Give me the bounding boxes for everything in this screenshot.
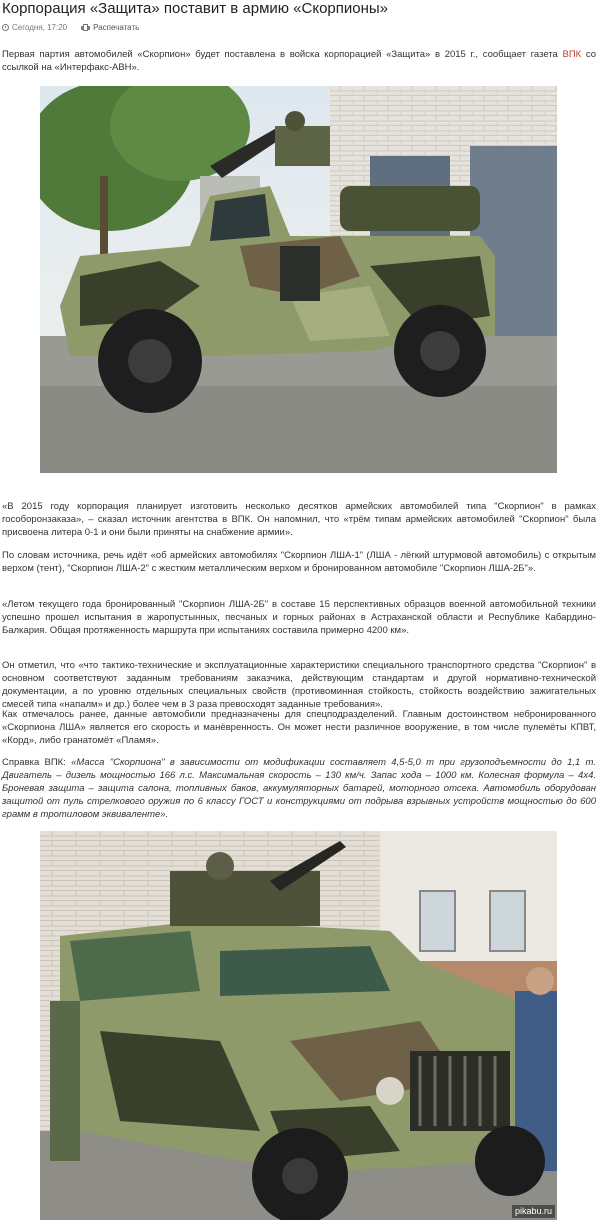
reference-prefix: Справка ВПК: — [2, 757, 72, 768]
clock-icon — [2, 24, 9, 31]
paragraph-4: Он отметил, что «что тактико-технические и эксплуатационные характеристики специального транспортного средства "Скорпион" в основном соответствуют заданным требованиям заказчика, действующим стандартам и другой нормативно-технической документации, а по уровню отдельных специальных свойств (противоминная стойкость, стойкость воздействию зажигательных смесей типа «напалм» и др.) более чем в 3 раза превосходят заданные требования». — [2, 660, 596, 710]
paragraph-3: «Летом текущего года бронированный "Скорпион ЛША-2Б" в составе 15 перспективных образцов военной автомобильной техники успешно прошел испытания в жаропустынных, песчаных и горных районах в Астраханской области и Республике Кабардино-Балкария. Общая протяженность маршрута при испытаниях составила примерно 4200 км». — [2, 599, 596, 636]
scorpion-vehicle-photo-front — [40, 831, 557, 1220]
lead-text-start: Первая партия автомобилей «Скорпион» будет поставлена в войска корпорацией «Защита» в 2015 г., сообщает газета — [2, 49, 563, 60]
paragraph-5: Как отмечалось ранее, данные автомобили предназначены для спецподразделений. Главным достоинством небронированного «Скорпиона ЛША» является его скорость и манёвренность. Он может нести различное вооружение, в том числе пулемёты КПВТ, «Корд», либо гранатомёт «Пламя». — [2, 709, 596, 746]
article-meta — [2, 21, 139, 33]
article-date: Сегодня, 17:20 — [12, 22, 68, 32]
lead-paragraph — [2, 48, 596, 74]
printer-icon[interactable] — [81, 24, 90, 31]
vehicle-photo-1-graphic — [40, 86, 557, 473]
paragraph-1: «В 2015 году корпорация планирует изготовить несколько десятков армейских автомобилей типа "Скорпион" в рамках гособоронзаказа», – сказал источник агентства в ВПК. Он напомнил, что «трём типам армейских автомобилей "Скорпион" была присвоена литера 0-1 и они были приняты на снабжение армии». — [2, 501, 596, 538]
lead-text-end: со ссылкой на «Интерфакс-АВН». — [2, 49, 596, 73]
article-title: Корпорация «Защита» поставит в армию «Скорпионы» — [2, 0, 389, 17]
scorpion-vehicle-photo-side — [40, 86, 557, 473]
reference-paragraph — [2, 756, 596, 821]
reference-text: «Масса "Скорпиона" в зависимости от модификации составляет 4,5-5,0 т при грузоподъемности до 1,1 т. Двигатель – дизель мощностью 166 л.с. Максимальная скорость – 130 км/ч. Запас хода – 1000 км. Колесная формула – 4х4. Броневая защита – защита салона, топливных баков, аккумуляторных батарей, моторного отсека. Автомобиль оборудован защитой от пуль стрелкового оружия по 6 классу ГОСТ и конструкциями от подрыва взрывных устройств мощностью до 600 грамм в тротиловом эквиваленте». — [2, 757, 596, 820]
vpk-link[interactable]: ВПК — [562, 49, 582, 60]
print-link[interactable]: Распечатать — [93, 22, 140, 32]
pikabu-watermark: pikabu.ru — [512, 1205, 555, 1218]
vehicle-photo-2-graphic — [40, 831, 557, 1220]
paragraph-2: По словам источника, речь идёт «об армейских автомобилях "Скорпион ЛША-1" (ЛША - лёгкий штурмовой автомобиль) с открытым верхом (тент), "Скорпион ЛША-2" с жестким металлическим верхом и бронированном автомобиле "Скорпион ЛША-2Б"». — [2, 550, 596, 574]
